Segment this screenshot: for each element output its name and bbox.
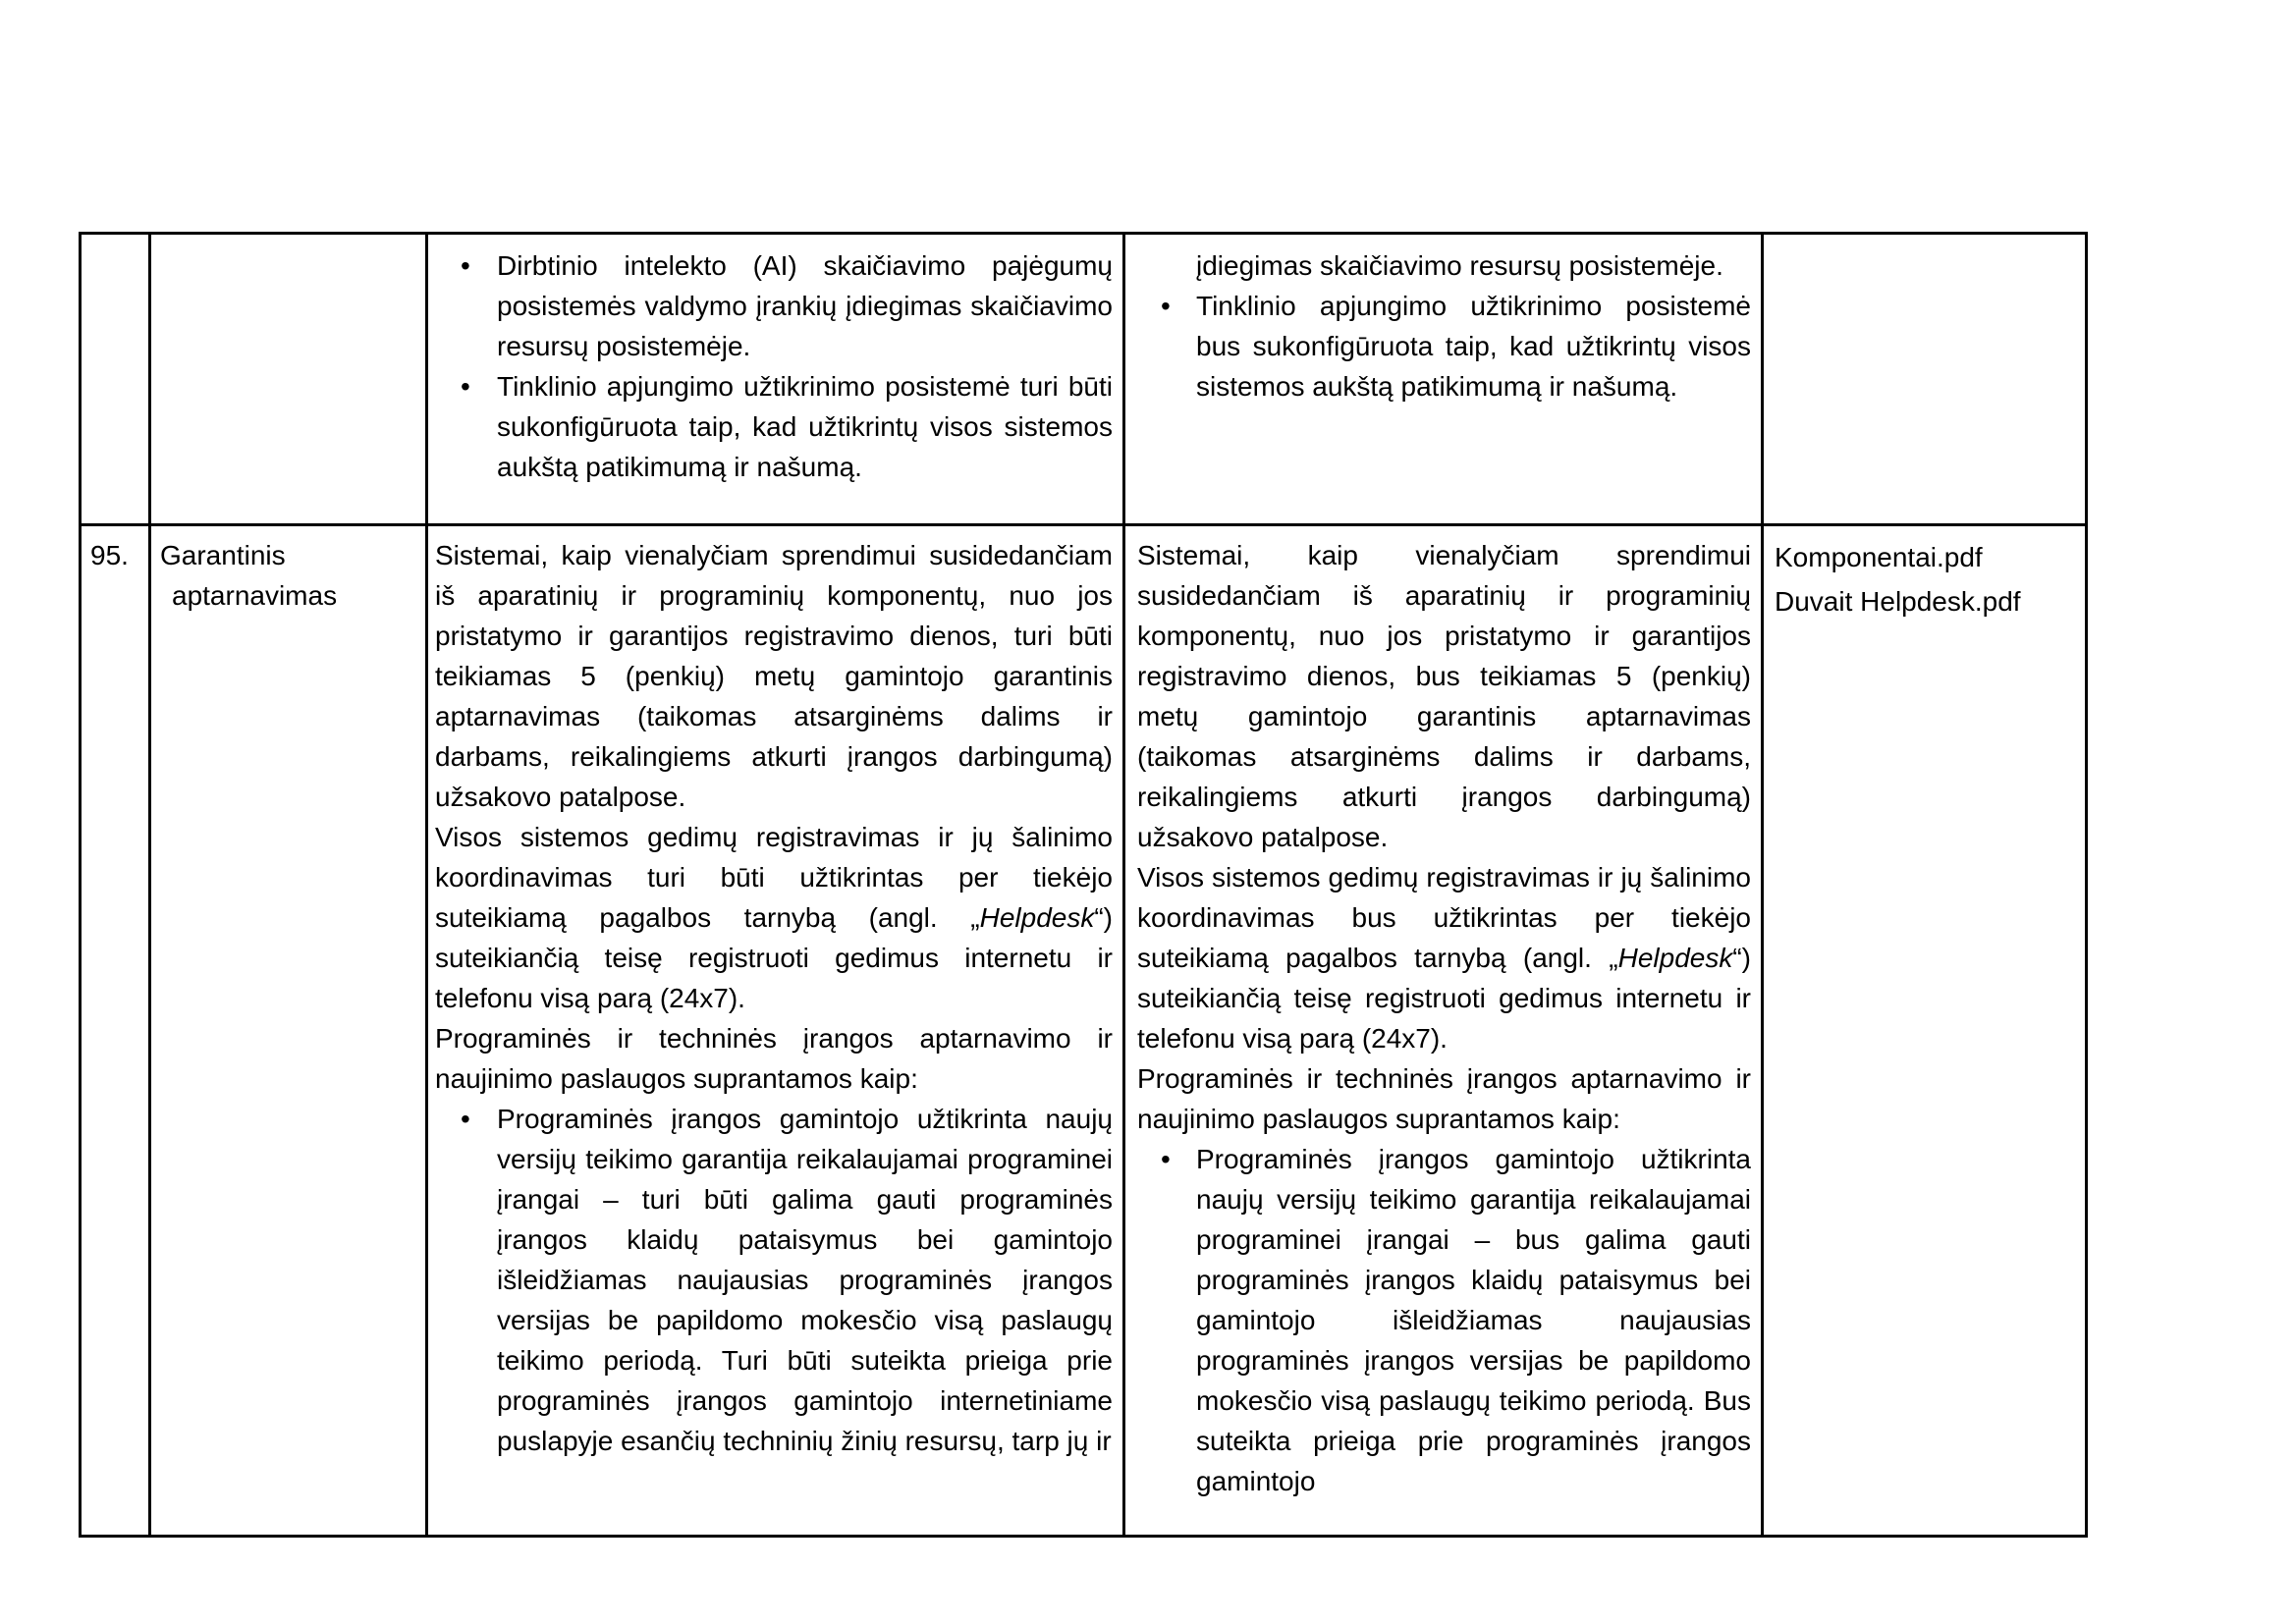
continuation-number-cell [82, 235, 151, 526]
continuation-response-cell [1125, 235, 1764, 526]
helpdesk-term: Helpdesk [979, 902, 1095, 933]
continuation-attachments-cell [1764, 235, 2085, 526]
row-number-cell [82, 526, 151, 1535]
bullet-text: Tinklinio apjungimo užtikrinimo posistemė turi būti sukonfigūruota taip, kad užtikrintų visos sistemos aukštą patikimumą ir našumą. [497, 371, 1113, 482]
requirement-paragraph [435, 817, 1113, 1018]
row-number: 95. [90, 540, 129, 570]
response-cell [1125, 526, 1764, 1535]
bullet-item [435, 366, 1113, 487]
bullet-text: Dirbtinio intelekto (AI) skaičiavimo pajėgumų posistemės valdymo įrankių įdiegimas skaičiavimo resursų posistemėje. [497, 250, 1113, 361]
continuation-requirement-cell [428, 235, 1125, 526]
bullet-icon: • [461, 250, 470, 281]
response-paragraph [1137, 857, 1751, 1058]
requirement-paragraph: Programinės ir techninės įrangos aptarnavimo ir naujinimo paslaugos suprantamos kaip: [435, 1023, 1113, 1094]
requirements-table [79, 232, 2088, 1538]
helpdesk-term: Helpdesk [1617, 943, 1733, 973]
criterion-name-cell [151, 526, 428, 1535]
bullet-icon: • [461, 1104, 470, 1134]
criterion-name-line: aptarnavimas [172, 580, 338, 611]
bullet-icon: • [1161, 291, 1171, 321]
bullet-text: Programinės įrangos gamintojo užtikrinta naujų versijų teikimo garantija reikalaujamai programinei įrangai – bus galima gauti programinės įrangos klaidų pataisymus bei gamintojo išleidžiamas naujausias programinės įrangos versijas be papildomo mokesčio visą paslaugų teikimo periodą. Bus suteikta prieiga prie programinės įrangos gamintojo [1196, 1144, 1751, 1496]
continued-sentence: įdiegimas skaičiavimo resursų posistemėje. [1196, 250, 1723, 281]
requirement-paragraph: Sistemai, kaip vienalyčiam sprendimui susidedančiam iš aparatinių ir programinių komponentų, nuo jos pristatymo ir garantijos registravimo dienos, turi būti teikiamas 5 (penkių) metų gamintojo garantinis aptarnavimas (taikomas atsarginėms dalims ir darbams, reikalingiems atkurti įrangos darbingumą) užsakovo patalpose. [435, 540, 1113, 812]
bullet-text: Programinės įrangos gamintojo užtikrinta naujų versijų teikimo garantija reikalaujamai programinei įrangai – turi būti galima gauti programinės įrangos klaidų pataisymus bei gamintojo išleidžiamas naujausias programinės įrangos versijas be papildomo mokesčio visą paslaugų teikimo periodą. Turi būti suteikta prieiga prie programinės įrangos gamintojo internetiniame puslapyje esančių techninių žinių resursų, tarp jų ir [497, 1104, 1113, 1456]
requirement-cell [428, 526, 1125, 1535]
bullet-icon: • [1161, 1144, 1171, 1174]
bullet-text: Tinklinio apjungimo užtikrinimo posistemė bus sukonfigūruota taip, kad užtikrintų visos sistemos aukštą patikimumą ir našumą. [1196, 291, 1751, 402]
bullet-item [435, 245, 1113, 366]
criterion-name-line: Garantinis [160, 540, 286, 570]
bullet-item [435, 1099, 1113, 1461]
bullet-icon: • [461, 371, 470, 402]
response-paragraph: Sistemai, kaip vienalyčiam sprendimui susidedančiam iš aparatinių ir programinių komponentų, nuo jos pristatymo ir garantijos registravimo dienos, bus teikiamas 5 (penkių) metų gamintojo garantinis aptarnavimas (taikomas atsarginėms dalims ir darbams, reikalingiems atkurti įrangos darbingumą) užsakovo patalpose. [1137, 540, 1751, 852]
paragraph-text: “) suteikiančią teisę registruoti gedimus internetu ir telefonu visą parą (24x7). [1137, 943, 1751, 1054]
bullet-item [1137, 286, 1751, 406]
response-paragraph: Programinės ir techninės įrangos aptarnavimo ir naujinimo paslaugos suprantamos kaip: [1137, 1063, 1751, 1134]
continuation-name-cell [151, 235, 428, 526]
paragraph-text: Visos sistemos gedimų registravimas ir jų šalinimo koordinavimas turi būti užtikrintas per tiekėjo suteikiamą pagalbos tarnybą (angl. „ [435, 822, 1113, 933]
attachment-file: Duvait Helpdesk.pdf [1775, 586, 2021, 617]
attachment-file: Komponentai.pdf [1775, 542, 1983, 572]
attachments-cell [1764, 526, 2085, 1535]
bullet-item [1137, 1139, 1751, 1501]
paragraph-text: “) suteikiančią teisę registruoti gedimus internetu ir telefonu visą parą (24x7). [435, 902, 1113, 1013]
paragraph-text: Visos sistemos gedimų registravimas ir jų šalinimo koordinavimas bus užtikrintas per tiekėjo suteikiamą pagalbos tarnybą (angl. „ [1137, 862, 1751, 973]
